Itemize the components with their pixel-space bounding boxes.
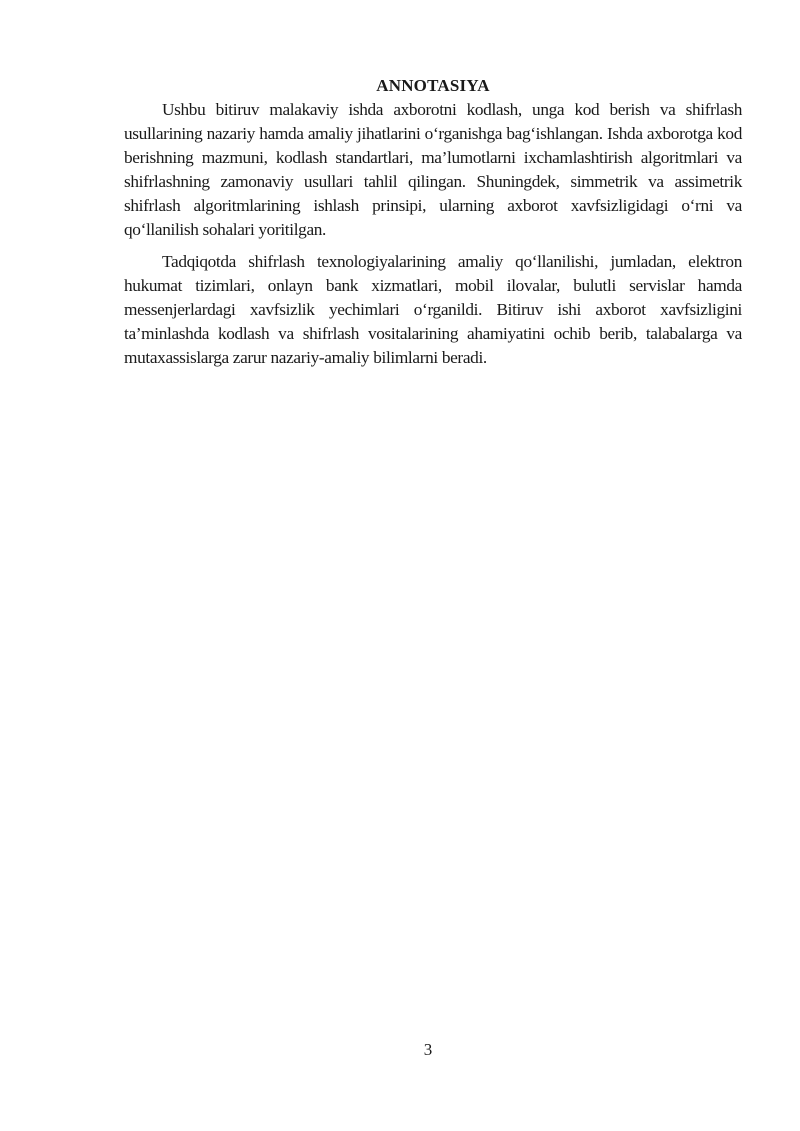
page-number: 3 (423, 1040, 433, 1059)
page-title: ANNOTASIYA (376, 76, 490, 95)
paragraph-1: Ushbu bitiruv malakaviy ishda axborotni kodlash, unga kod berish va shifrlash usullarining nazariy hamda amaliy jihatlarini o‘rganishga bag‘ishlangan. Ishda axborotga kod berishning mazmuni, kodlash standartlari, ma’lumotlarni ixchamlashtirish algoritmlari va shifrlashning zamonaviy usullari tahlil qilingan. Shuningdek, simmetrik va assimetrik shifrlash algoritmlarining ishlash prinsipi, ularning axborot xavfsizligidagi o‘rni va qo‘llanilish sohalari yoritilgan. (124, 100, 742, 239)
paragraph-2: Tadqiqotda shifrlash texnologiyalarining amaliy qo‘llanilishi, jumladan, elektron hukumat tizimlari, onlayn bank xizmatlari, mobil ilovalar, bulutli servislar hamda messenjerlardagi xavfsizlik yechimlari o‘rganildi. Bitiruv ishi axborot xavfsizligini ta’minlashda kodlash va shifrlash vositalarining ahamiyatini ochib berib, talabalarga va mutaxassislarga zarur nazariy-amaliy bilimlarni beradi. (124, 252, 742, 367)
page-content (124, 74, 742, 370)
